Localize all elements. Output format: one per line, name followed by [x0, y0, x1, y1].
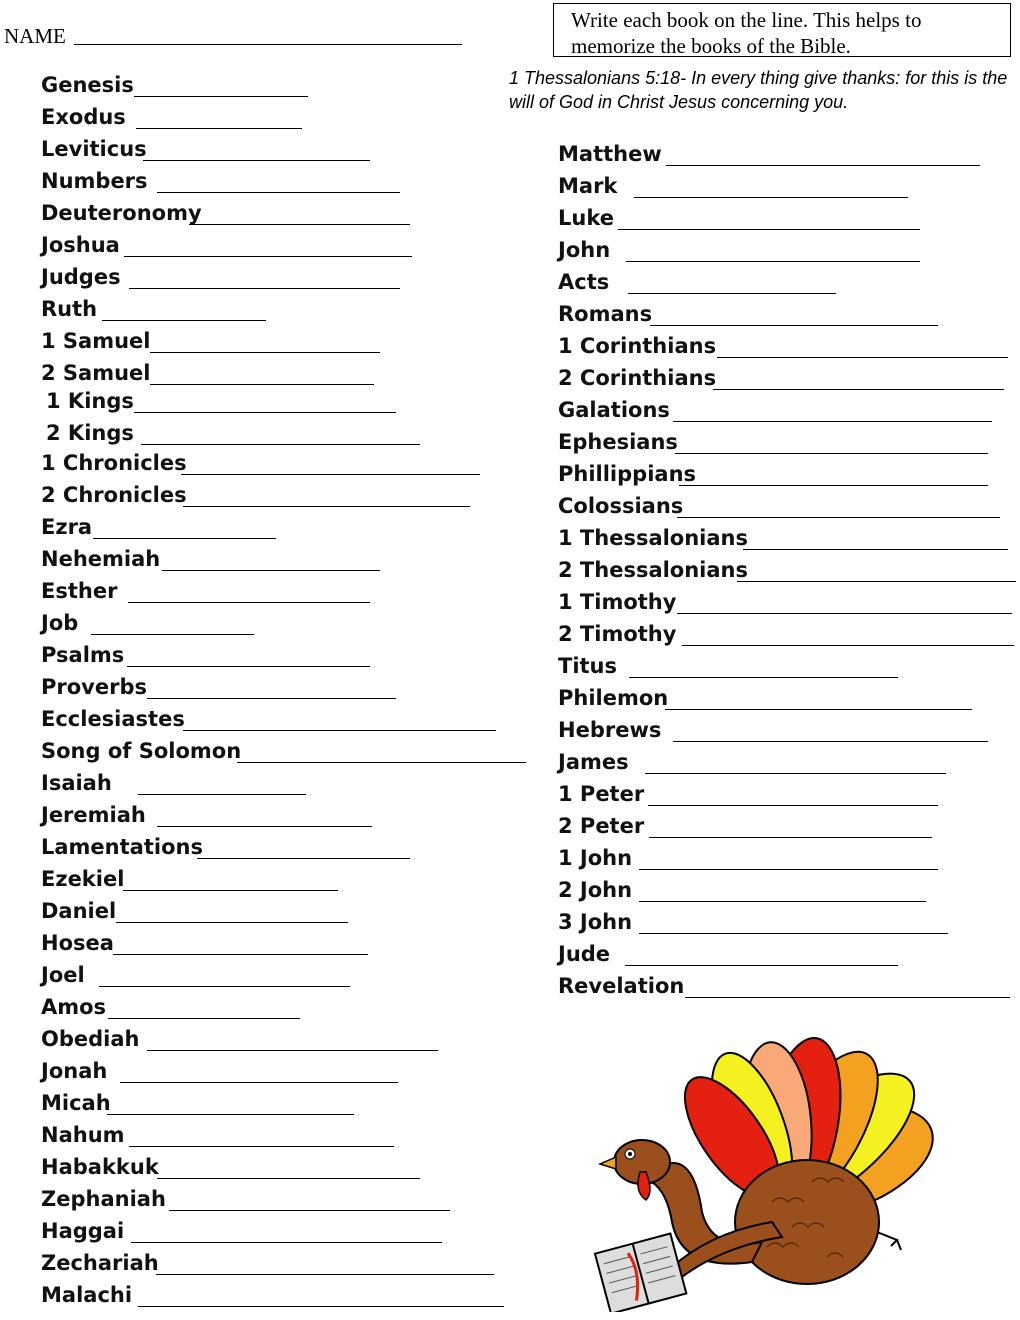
answer-line[interactable] [665, 709, 972, 710]
answer-line[interactable] [162, 570, 380, 571]
answer-line[interactable] [147, 1050, 438, 1051]
book-label: Colossians [558, 494, 684, 518]
answer-line[interactable] [685, 997, 1010, 998]
answer-line[interactable] [677, 517, 1000, 518]
answer-line[interactable] [673, 421, 992, 422]
answer-line[interactable] [150, 384, 374, 385]
verse-text: 1 Thessalonians 5:18- In every thing give thanks: for this is the will of God in Christ Jesus concerning you. [509, 68, 1008, 112]
answer-line[interactable] [618, 229, 920, 230]
book-label: 1 Timothy [558, 590, 677, 614]
book-label: 1 Corinthians [558, 334, 717, 358]
book-label: Deuteronomy [41, 201, 202, 225]
answer-line[interactable] [136, 128, 302, 129]
book-label: Lamentations [41, 835, 203, 859]
answer-line[interactable] [197, 858, 410, 859]
instructions-box: Write each book on the line. This helps to memorize the books of the Bible. [553, 3, 1011, 57]
book-label: Leviticus [41, 137, 147, 161]
answer-line[interactable] [131, 1242, 442, 1243]
book-label: Micah [41, 1091, 111, 1115]
answer-line[interactable] [157, 192, 400, 193]
answer-line[interactable] [147, 698, 396, 699]
answer-line[interactable] [108, 1018, 300, 1019]
answer-line[interactable] [639, 933, 948, 934]
answer-line[interactable] [737, 581, 1016, 582]
book-label: 2 Samuel [41, 361, 151, 385]
book-label: Acts [558, 270, 610, 294]
answer-line[interactable] [129, 288, 400, 289]
book-label: Zephaniah [41, 1187, 166, 1211]
book-label: 2 Kings [46, 421, 134, 445]
book-label: 2 Timothy [558, 622, 677, 646]
answer-line[interactable] [713, 389, 1004, 390]
book-label: Judges [41, 265, 121, 289]
book-label: 2 Peter [558, 814, 645, 838]
answer-line[interactable] [102, 320, 266, 321]
book-label: 2 Chronicles [41, 483, 187, 507]
book-label: 1 Samuel [41, 329, 151, 353]
book-label: Proverbs [41, 675, 147, 699]
book-label: Ezekiel [41, 867, 125, 891]
answer-line[interactable] [169, 1210, 450, 1211]
book-label: Ephesians [558, 430, 678, 454]
book-label: Habakkuk [41, 1155, 159, 1179]
answer-line[interactable] [649, 837, 932, 838]
book-label: John [558, 238, 611, 262]
answer-line[interactable] [123, 890, 338, 891]
book-label: Galations [558, 398, 670, 422]
book-label: Mark [558, 174, 618, 198]
book-label: Song of Solomon [41, 739, 242, 763]
answer-line[interactable] [679, 485, 988, 486]
answer-line[interactable] [93, 538, 276, 539]
book-label: Philemon [558, 686, 669, 710]
answer-line[interactable] [141, 444, 420, 445]
answer-line[interactable] [648, 805, 938, 806]
book-label: Exodus [41, 105, 126, 129]
answer-line[interactable] [628, 293, 836, 294]
book-label: 2 John [558, 878, 633, 902]
answer-line[interactable] [181, 474, 480, 475]
book-label: Joel [41, 963, 85, 987]
book-label: 2 Thessalonians [558, 558, 749, 582]
book-label: Revelation [558, 974, 685, 998]
answer-line[interactable] [157, 1178, 420, 1179]
book-label: Amos [41, 995, 107, 1019]
answer-line[interactable] [134, 412, 396, 413]
answer-line[interactable] [189, 224, 410, 225]
answer-line[interactable] [673, 741, 988, 742]
book-label: Joshua [41, 233, 120, 257]
answer-line[interactable] [150, 352, 380, 353]
answer-line[interactable] [138, 1306, 504, 1307]
book-label: Phillippians [558, 462, 697, 486]
book-label: 3 John [558, 910, 633, 934]
answer-line[interactable] [682, 645, 1014, 646]
answer-line[interactable] [717, 357, 1008, 358]
book-label: Hosea [41, 931, 114, 955]
answer-line[interactable] [650, 325, 938, 326]
answer-line[interactable] [107, 1114, 354, 1115]
book-label: Esther [41, 579, 118, 603]
book-label: Jonah [41, 1059, 108, 1083]
answer-line[interactable] [645, 773, 946, 774]
answer-line[interactable] [666, 165, 980, 166]
book-label: 1 Thessalonians [558, 526, 749, 550]
answer-line[interactable] [127, 666, 370, 667]
answer-line[interactable] [129, 1146, 394, 1147]
book-label: Ruth [41, 297, 98, 321]
book-label: 1 Kings [46, 389, 134, 413]
answer-line[interactable] [134, 96, 308, 97]
book-label: Ecclesiastes [41, 707, 185, 731]
book-label: Nahum [41, 1123, 125, 1147]
book-label: Jeremiah [41, 803, 146, 827]
answer-line[interactable] [113, 954, 368, 955]
book-label: James [558, 750, 629, 774]
book-label: Matthew [558, 142, 662, 166]
answer-line[interactable] [143, 160, 370, 161]
book-label: Zechariah [41, 1251, 159, 1275]
book-label: 1 Peter [558, 782, 645, 806]
book-label: Psalms [41, 643, 125, 667]
answer-line[interactable] [743, 549, 1008, 550]
answer-line[interactable] [237, 762, 526, 763]
answer-line[interactable] [183, 730, 496, 731]
book-label: Hebrews [558, 718, 662, 742]
book-label: Numbers [41, 169, 148, 193]
book-label: Titus [558, 654, 618, 678]
answer-line[interactable] [625, 965, 898, 966]
name-label: NAME [4, 24, 66, 48]
answer-line[interactable] [639, 869, 938, 870]
answer-line[interactable] [634, 197, 908, 198]
answer-line[interactable] [639, 901, 926, 902]
book-label: Malachi [41, 1283, 133, 1307]
book-label: Haggai [41, 1219, 125, 1243]
answer-line[interactable] [156, 1274, 494, 1275]
book-label: Isaiah [41, 771, 112, 795]
book-label: Daniel [41, 899, 117, 923]
answer-line[interactable] [629, 677, 898, 678]
book-label: Romans [558, 302, 653, 326]
answer-line[interactable] [99, 986, 350, 987]
name-line[interactable] [74, 44, 462, 45]
answer-line[interactable] [124, 256, 412, 257]
answer-line[interactable] [626, 261, 920, 262]
book-label: 1 Chronicles [41, 451, 187, 475]
answer-line[interactable] [138, 794, 306, 795]
answer-line[interactable] [128, 602, 370, 603]
answer-line[interactable] [677, 613, 1012, 614]
answer-line[interactable] [91, 634, 254, 635]
answer-line[interactable] [675, 453, 988, 454]
book-label: Genesis [41, 73, 134, 97]
answer-line[interactable] [120, 1082, 398, 1083]
answer-line[interactable] [157, 826, 372, 827]
book-label: 2 Corinthians [558, 366, 717, 390]
answer-line[interactable] [183, 506, 470, 507]
answer-line[interactable] [116, 922, 348, 923]
book-label: Nehemiah [41, 547, 161, 571]
book-label: Jude [558, 942, 611, 966]
book-label: Ezra [41, 515, 93, 539]
book-label: Obediah [41, 1027, 140, 1051]
book-label: Job [41, 611, 79, 635]
turkey-illustration [592, 1022, 952, 1312]
book-label: Luke [558, 206, 614, 230]
book-label: 1 John [558, 846, 633, 870]
